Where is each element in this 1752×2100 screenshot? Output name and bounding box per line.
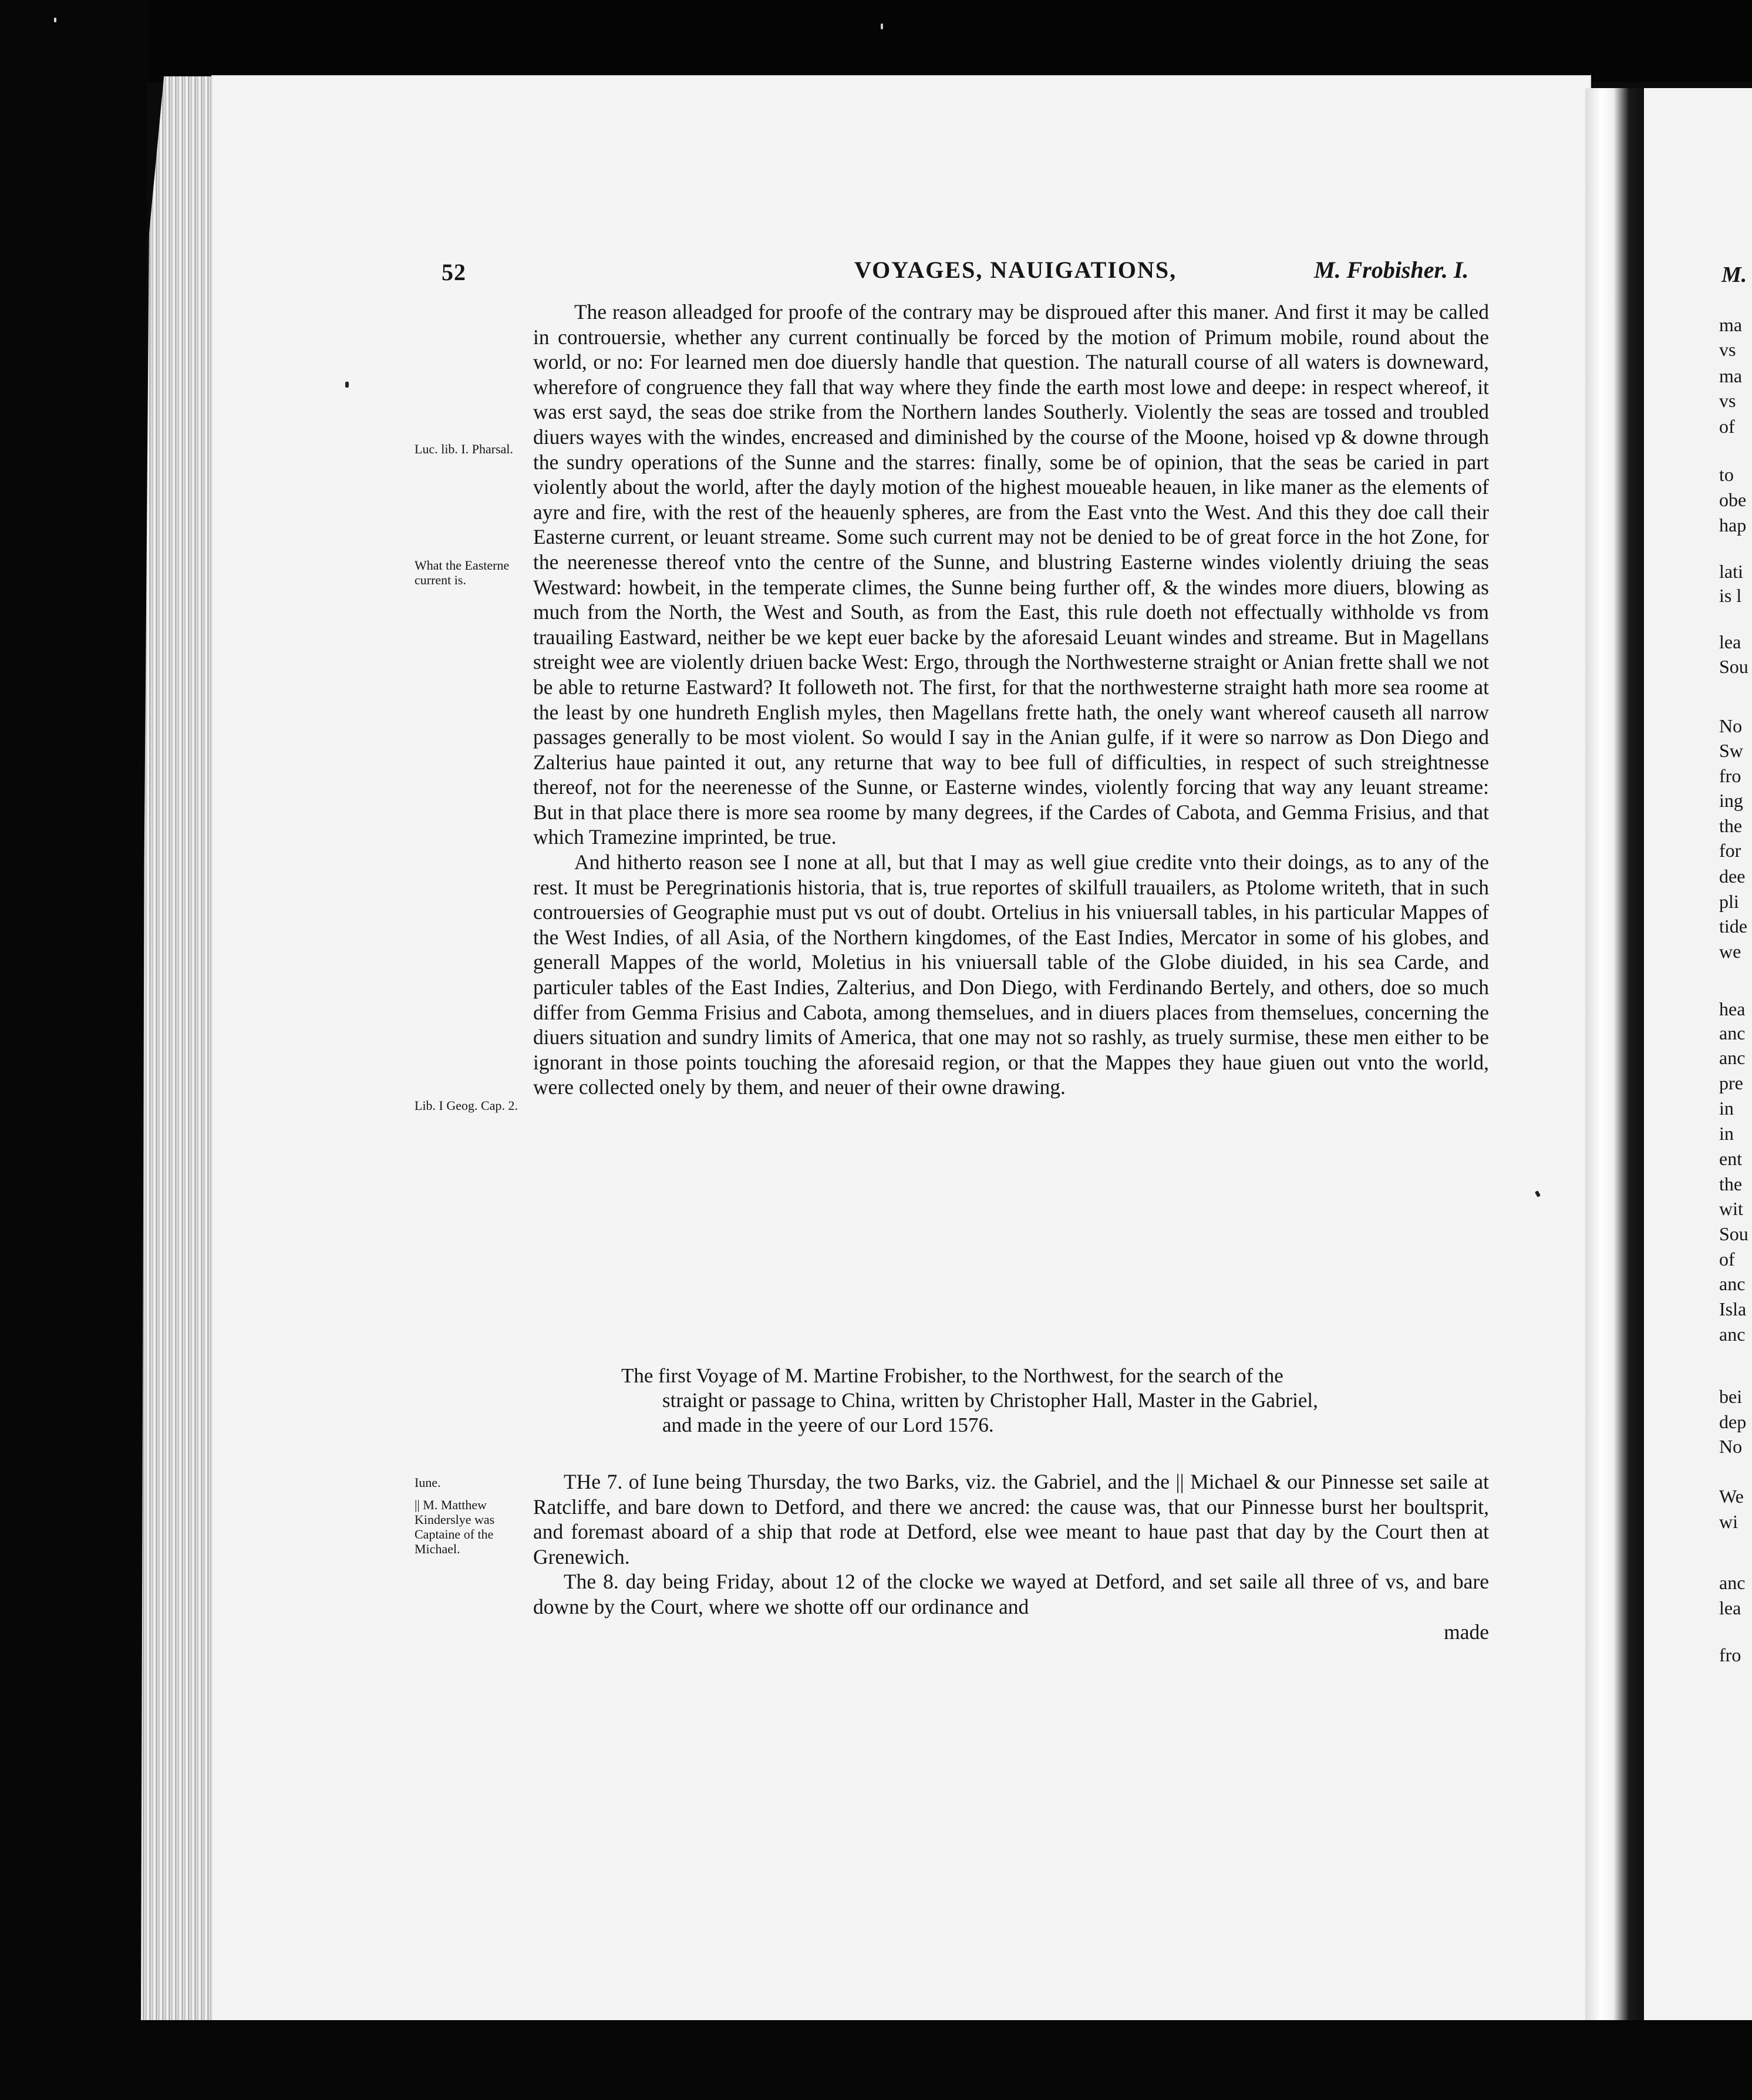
- facing-page-fragment: to: [1719, 464, 1734, 485]
- facing-page-fragment: Sw: [1719, 740, 1743, 761]
- facing-page-fragment: obe: [1719, 489, 1747, 510]
- facing-page-fragment: pli: [1719, 891, 1739, 912]
- voyage-title-line: and made in the yeere of our Lord 1576.: [662, 1414, 994, 1436]
- facing-page-fragment: for: [1719, 840, 1741, 861]
- facing-page-fragment: ma: [1719, 365, 1743, 386]
- margin-note: Luc. lib. I. Pharsal.: [415, 442, 514, 456]
- scanner-bed-top: [0, 0, 1752, 82]
- facing-page-fragment: ing: [1719, 790, 1743, 811]
- facing-page-fragment: anc: [1719, 1273, 1746, 1294]
- facing-page-fragment: bei: [1719, 1386, 1743, 1407]
- facing-page-fragment: Sou: [1719, 1223, 1748, 1244]
- facing-page-fragment: Sou: [1719, 656, 1748, 677]
- scan-speck: [881, 23, 883, 29]
- catchword: made: [1444, 1620, 1489, 1644]
- margin-note: Iune.: [415, 1475, 441, 1490]
- facing-page-fragment: anc: [1719, 1022, 1746, 1044]
- margin-note: || M. Matthew Kinderslye was Captaine of the Michael.: [415, 1497, 495, 1556]
- facing-page-fragment: We: [1719, 1486, 1744, 1507]
- book-page-edges: [141, 76, 223, 2032]
- voyage-text: [533, 1469, 1489, 1644]
- facing-page-fragment: ent: [1719, 1148, 1743, 1169]
- facing-page-fragment: in: [1719, 1123, 1734, 1144]
- scanner-bed-bottom: [0, 2020, 1752, 2100]
- facing-page-fragment: lea: [1719, 1597, 1741, 1618]
- facing-page-fragment: No: [1719, 715, 1743, 736]
- facing-page-fragment: of: [1719, 1248, 1735, 1270]
- facing-page-fragment: in: [1719, 1098, 1734, 1119]
- scan-speck: [54, 18, 56, 22]
- facing-page-fragment: dee: [1719, 866, 1746, 887]
- facing-page-fragment: wit: [1719, 1198, 1743, 1219]
- facing-page-fragment: anc: [1719, 1324, 1746, 1345]
- body-text: [533, 299, 1489, 1100]
- running-title: VOYAGES, NAUIGATIONS,: [854, 257, 1177, 283]
- facing-page-fragment: fro: [1719, 765, 1741, 786]
- facing-page-fragment: wi: [1719, 1511, 1738, 1532]
- voyage-title-line: straight or passage to China, written by Christopher Hall, Master in the Gabriel,: [662, 1389, 1318, 1412]
- facing-page-fragment: of: [1719, 416, 1735, 437]
- paragraph: THe 7. of Iune being Thursday, the two Barks, viz. the Gabriel, and the || Michael & our Pinnesse set saile at Ratcliffe, and bare down to Detford, and there we ancred: the cause was, that our Pinnesse burst her boultsprit, and foremast aboard of a ship that rode at Detford, else wee meant to haue past that day by the Court then at Grenewich.: [533, 1470, 1489, 1569]
- facing-page-running-head: M.: [1721, 262, 1747, 287]
- margin-note: Lib. I Geog. Cap. 2.: [415, 1098, 518, 1113]
- facing-page-fragment: anc: [1719, 1047, 1746, 1068]
- margin-note: What the Easterne current is.: [415, 558, 510, 587]
- facing-page-fragment: hap: [1719, 514, 1747, 536]
- facing-page-fragment: ma: [1719, 314, 1743, 335]
- facing-page-fragment: vs: [1719, 339, 1736, 360]
- page-number: 52: [442, 259, 466, 285]
- running-head-right: M. Frobisher. I.: [1314, 257, 1469, 283]
- facing-page-fragment: lea: [1719, 631, 1741, 652]
- paragraph: The 8. day being Friday, about 12 of the clocke we wayed at Detford, and set saile all three of vs, and bare downe by the Court, where we shotte off our ordinance and: [533, 1570, 1489, 1618]
- facing-page-fragment: vs: [1719, 390, 1736, 411]
- scanner-bed-left: [0, 0, 147, 2100]
- facing-page-fragment: anc: [1719, 1572, 1746, 1593]
- facing-page-fragment: dep: [1719, 1411, 1747, 1432]
- facing-page-fragment: No: [1719, 1436, 1743, 1457]
- facing-page-fragment: the: [1719, 1173, 1743, 1194]
- facing-page-fragment: tide: [1719, 916, 1747, 937]
- facing-page-fragment: the: [1719, 815, 1743, 836]
- voyage-title-line: The first Voyage of M. Martine Frobisher, to the Northwest, for the search of the: [621, 1364, 1283, 1387]
- paragraph: And hitherto reason see I none at all, but that I may as well giue credite vnto their doings, as to any of the rest. It must be Peregrinationis historia, that is, true reportes of skilfull trauailers, as Ptolome writeth, that in such controuersies of Geographie must put vs out of doubt. Ortelius in his vniuersall tables, in his particular Mappes of the West Indies, of all Asia, of the Northern kingdomes, of the East Indies, Mercator in some of his globes, and generall Mappes of the world, Moletius in his vniuersall table of the Globe diuided, in his sea Carde, and particuler tables of the East Indies, Zalterius, and Don Diego, with Ferdinando Bertely, and others, doe so much differ from Gemma Frisius and Cabota, among themselues, and in diuers places from themselues, concerning the diuers situation and sundry limits of America, that one may not so rashly, as truely surmise, these men either to be ignorant in those points touching the aforesaid region, or that the Mappes they haue giuen out vnto the world, were collected onely by them, and neuer of their owne drawing.: [533, 850, 1489, 1099]
- voyage-title: [621, 1364, 1443, 1438]
- facing-page-fragment: fro: [1719, 1644, 1741, 1665]
- facing-page-fragment: we: [1719, 941, 1741, 962]
- scan-speck: [345, 382, 349, 388]
- facing-page-fragment: is l: [1719, 585, 1742, 606]
- facing-page-fragment: hea: [1719, 998, 1746, 1019]
- paragraph: The reason alleadged for proofe of the contrary may be disproued after this maner. And first it may be called in controuersie, whether any current continually be forced by the motion of Primum mobile, round about the world, or no: For learned men doe diuersly handle that question. The naturall course of all waters is downeward, wherefore of congruence they fall that way where they finde the earth most lowe and deepe: in respect whereof, it was erst sayd, the seas doe strike from the Northern landes Southerly. Violently the seas are tossed and troubled diuers wayes with the windes, encreased and diminished by the course of the Moone, hoised vp & downe through the sundry operations of the Sunne and the starres: finally, some be of opinion, that the seas be caried in part violently about the world, after the dayly motion of the highest moueable heauen, in like maner as the elements of ayre and fire, with the rest of the heauenly spheres, are from the East vnto the West. And this they doe call their Easterne current, or leuant streame. Some such current may not be denied to be of great force in the hot Zone, for the neerenesse thereof vnto the centre of the Sunne, and blustring Easterne windes violently driuing the seas Westward: howbeit, in the temperate climes, the Sunne being further off, & the windes more diuers, blowing as much from the North, the West and South, as from the East, this rule doeth not effectually withholde vs from trauailing Eastward, neither be we kept euer backe by the aforesaid Leuant windes and streame. But in Magellans streight wee are violently driuen backe West: Ergo, through the Northwesterne straight or Anian frette shall we not be able to returne Eastward? It followeth not. The first, for that the northwesterne straight hath more sea roome at the least by one hundreth English myles, then Magellans frette hath, the onely want whereof causeth all narrow passages generally to be most violent. So would I say in the Anian gulfe, if it were so narrow as Don Diego and Zalterius haue painted it out, any returne that way to bee full of difficulties, in respect of such streightnesse thereof, not for the neerenesse of the Sunne, or Easterne windes, violently forcing that way any leuant streame: But in that place there is more sea roome by many degrees, if the Cardes of Cabota, and Gemma Frisius, and that which Tramezine imprinted, be true.: [533, 300, 1489, 849]
- facing-page-fragment: pre: [1719, 1072, 1743, 1093]
- facing-page-fragment: Isla: [1719, 1298, 1747, 1320]
- facing-page-fragment: lati: [1719, 561, 1743, 582]
